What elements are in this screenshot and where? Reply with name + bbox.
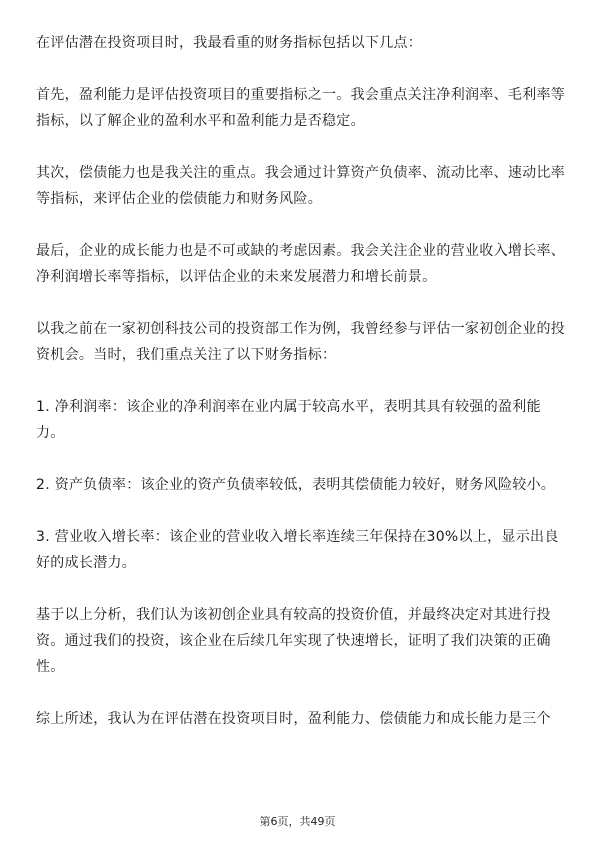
document-body (36, 30, 566, 758)
paragraph-solvency: 其次，偿债能力也是我关注的重点。我会通过计算资产负债率、流动比率、速动比率等指标，来评估企业的偿债能力和财务风险。 (36, 165, 566, 207)
paragraph-analysis: 基于以上分析，我们认为该初创企业具有较高的投资价值，并最终决定对其进行投资。通过我们的投资，该企业在后续几年实现了快速增长，证明了我们决策的正确性。 (36, 607, 551, 675)
list-item-revenue-growth: 3. 营业收入增长率：该企业的营业收入增长率连续三年保持在30%以上，显示出良好的成长潜力。 (36, 529, 559, 571)
paragraph-example: 以我之前在一家初创科技公司的投资部工作为例，我曾经参与评估一家初创企业的投资机会。当时，我们重点关注了以下财务指标： (36, 321, 566, 363)
list-item-debt-ratio: 2. 资产负债率：该企业的资产负债率较低，表明其偿债能力较好，财务风险较小。 (36, 477, 556, 493)
paragraph-profitability: 首先，盈利能力是评估投资项目的重要指标之一。我会重点关注净利润率、毛利率等指标，以了解企业的盈利水平和盈利能力是否稳定。 (36, 87, 566, 129)
paragraph-growth: 最后，企业的成长能力也是不可或缺的考虑因素。我会关注企业的营业收入增长率、净利润增长率等指标，以评估企业的未来发展潜力和增长前景。 (36, 243, 566, 285)
list-item-net-margin: 1. 净利润率：该企业的净利润率在业内属于较高水平，表明其具有较强的盈利能力。 (36, 399, 541, 441)
paragraph-summary: 综上所述，我认为在评估潜在投资项目时，盈利能力、偿债能力和成长能力是三个 (36, 711, 551, 727)
page-number: 第6页，共49页 (259, 815, 336, 828)
paragraph-intro: 在评估潜在投资项目时，我最看重的财务指标包括以下几点： (36, 35, 423, 51)
